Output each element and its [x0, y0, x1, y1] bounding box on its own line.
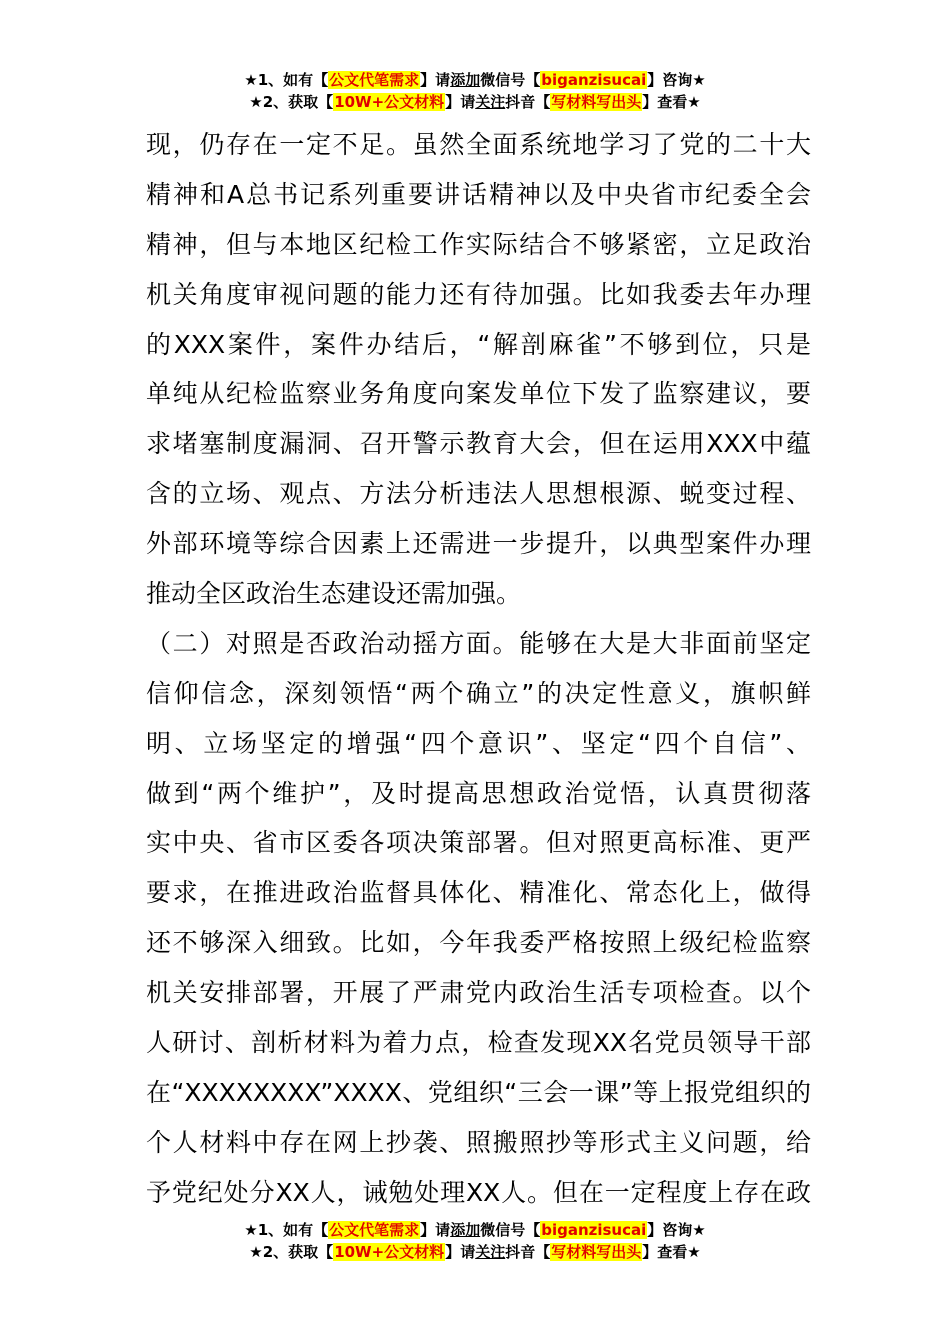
- banner-text: ★1、如有【: [244, 1221, 329, 1239]
- body-line: 外部环境等综合因素上还需进一步提升，以典型案件办理: [146, 529, 811, 559]
- banner-text: 】查看★: [642, 93, 701, 111]
- banner-highlight: 写材料写出头: [551, 93, 642, 111]
- footer-banner-line-1: [0, 1219, 950, 1241]
- body-line: 求堵塞制度漏洞、召开警示教育大会，但在运用XXX中蕴: [146, 429, 811, 459]
- body-line: 现，仍存在一定不足。虽然全面系统地学习了党的二十大: [146, 130, 811, 159]
- body-line: 推动全区政治生态建设还需加强。: [146, 579, 522, 609]
- body-line: 人研讨、剖析材料为着力点，检查发现XX名党员领导干部: [146, 1028, 811, 1058]
- banner-text: 抖音【: [505, 1243, 551, 1261]
- body-line: 的XXX案件，案件办结后，“解剖麻雀”不够到位，只是: [146, 329, 811, 359]
- banner-text: ★2、获取【: [249, 93, 334, 111]
- body-line: 机关角度审视问题的能力还有待加强。比如我委去年办理: [146, 279, 811, 309]
- banner-underline: 添加: [450, 71, 481, 89]
- banner-text: 】请: [420, 1221, 451, 1239]
- banner-highlight: 10W+公文材料: [334, 93, 445, 111]
- body-line: 个人材料中存在网上抄袭、照搬照抄等形式主义问题，给: [146, 1127, 811, 1157]
- banner-text: 】请: [445, 1243, 476, 1261]
- banner-text: 】咨询★: [647, 71, 706, 89]
- banner-underline: 关注: [475, 1243, 506, 1261]
- body-line: 在“XXXXXXXX”XXXX、党组织“三会一课”等上报党组织的: [146, 1077, 811, 1107]
- header-banner-line-1: [0, 69, 950, 91]
- section-heading-line: （二）对照是否政治动摇方面。能够在大是大非面前坚定: [146, 628, 811, 658]
- body-line: 予党纪处分XX人，诫勉处理XX人。但在一定程度上存在政: [146, 1177, 811, 1207]
- banner-underline: 关注: [475, 93, 506, 111]
- banner-text: 】请: [445, 93, 476, 111]
- body-line: 精神，但与本地区纪检工作实际结合不够紧密，立足政治: [146, 229, 811, 259]
- banner-highlight: 10W+公文材料: [334, 1243, 445, 1261]
- header-banner: [0, 69, 950, 113]
- banner-highlight: biganzisucai: [541, 71, 647, 89]
- banner-underline: 添加: [450, 1221, 481, 1239]
- body-line: 还不够深入细致。比如，今年我委严格按照上级纪检监察: [146, 928, 811, 958]
- banner-highlight: 写材料写出头: [551, 1243, 642, 1261]
- footer-banner-line-2: [0, 1241, 950, 1263]
- body-line: 机关安排部署，开展了严肃党内政治生活专项检查。以个: [146, 978, 811, 1008]
- banner-text: 】查看★: [642, 1243, 701, 1261]
- body-line: 信仰信念，深刻领悟“两个确立”的决定性意义，旗帜鲜: [146, 678, 811, 708]
- banner-text: ★1、如有【: [244, 71, 329, 89]
- banner-text: 抖音【: [505, 93, 551, 111]
- body-line: 实中央、省市区委各项决策部署。但对照更高标准、更严: [146, 828, 811, 858]
- body-line: 含的立场、观点、方法分析违法人思想根源、蜕变过程、: [146, 479, 811, 509]
- banner-highlight: 公文代笔需求: [329, 71, 420, 89]
- banner-text: 】请: [420, 71, 451, 89]
- body-line: 做到“两个维护”，及时提高思想政治觉悟，认真贯彻落: [146, 778, 811, 808]
- banner-text: 】咨询★: [647, 1221, 706, 1239]
- header-banner-line-2: [0, 91, 950, 113]
- body-line: 单纯从纪检监察业务角度向案发单位下发了监察建议，要: [146, 379, 811, 409]
- banner-text: 微信号【: [480, 1221, 541, 1239]
- document-body: [146, 120, 811, 1218]
- banner-highlight: biganzisucai: [541, 1221, 647, 1239]
- banner-text: ★2、获取【: [249, 1243, 334, 1261]
- body-line: 精神和A总书记系列重要讲话精神以及中央省市纪委全会: [146, 179, 811, 209]
- body-line: 明、立场坚定的增强“四个意识”、坚定“四个自信”、: [146, 728, 811, 758]
- banner-text: 微信号【: [480, 71, 541, 89]
- body-line: 要求，在推进政治监督具体化、精准化、常态化上，做得: [146, 878, 811, 908]
- banner-highlight: 公文代笔需求: [329, 1221, 420, 1239]
- footer-banner: [0, 1219, 950, 1263]
